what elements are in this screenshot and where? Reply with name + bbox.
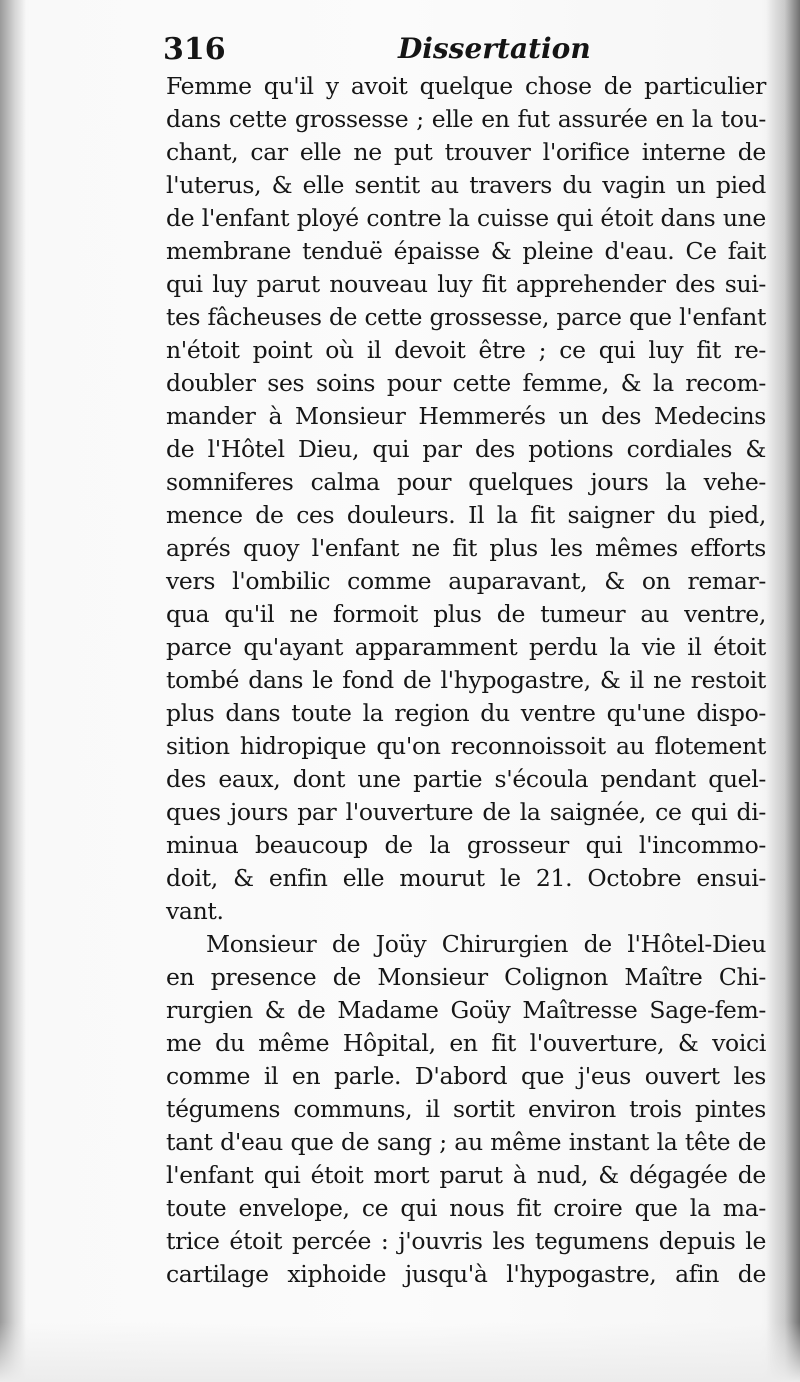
text-line: n'étoit point où il devoit être ; ce qui luy fit re- (166, 336, 766, 364)
page-header (163, 30, 763, 70)
page-edge-shadow (766, 0, 800, 1382)
text-line: parce qu'ayant apparamment perdu la vie il étoit (166, 633, 766, 661)
text-line: minua beaucoup de la grosseur qui l'incommo- (166, 831, 766, 859)
text-line: tant d'eau que de sang ; au même instant la tête de (166, 1128, 766, 1156)
text-line: des eaux, dont une partie s'écoula pendant quel- (166, 765, 766, 793)
text-line: de l'Hôtel Dieu, qui par des potions cordiales & (166, 435, 766, 463)
text-line: Monsieur de Joüy Chirurgien de l'Hôtel-Dieu (206, 930, 766, 958)
text-line: mander à Monsieur Hemmerés un des Medecins (166, 402, 766, 430)
text-line: mence de ces douleurs. Il la fit saigner du pied, (166, 501, 766, 529)
text-line: somniferes calma pour quelques jours la vehe- (166, 468, 766, 496)
text-line: vers l'ombilic comme auparavant, & on remar- (166, 567, 766, 595)
paragraph-1 (166, 70, 766, 928)
text-line: ques jours par l'ouverture de la saignée, ce qui di- (166, 798, 766, 826)
text-line: plus dans toute la region du ventre qu'une dispo- (166, 699, 766, 727)
text-line: qua qu'il ne formoit plus de tumeur au ventre, (166, 600, 766, 628)
text-line: tes fâcheuses de cette grossesse, parce que l'enfant (166, 303, 766, 331)
text-body (166, 70, 766, 1291)
page-number: 316 (163, 32, 226, 67)
paragraph-2 (166, 928, 766, 1291)
text-line: dans cette grossesse ; elle en fut assurée en la tou- (166, 105, 766, 133)
text-line: vant. (166, 897, 224, 925)
running-title: Dissertation (398, 32, 591, 65)
page-gutter-shadow (0, 0, 26, 1382)
text-line: en presence de Monsieur Colignon Maître Chi- (166, 963, 766, 991)
text-line: doit, & enfin elle mourut le 21. Octobre ensui- (166, 864, 766, 892)
text-line: qui luy parut nouveau luy fit apprehender des sui- (166, 270, 766, 298)
page-bottom-shade (0, 1322, 800, 1382)
text-line: membrane tenduë épaisse & pleine d'eau. Ce fait (166, 237, 766, 265)
text-line: chant, car elle ne put trouver l'orifice interne de (166, 138, 766, 166)
text-line: me du même Hôpital, en fit l'ouverture, & voici (166, 1029, 766, 1057)
text-line: sition hidropique qu'on reconnoissoit au flotement (166, 732, 766, 760)
text-line: rurgien & de Madame Goüy Maîtresse Sage-fem- (166, 996, 766, 1024)
text-line: l'uterus, & elle sentit au travers du vagin un pied (166, 171, 766, 199)
text-line: comme il en parle. D'abord que j'eus ouvert les (166, 1062, 766, 1090)
text-line: tombé dans le fond de l'hypogastre, & il ne restoit (166, 666, 766, 694)
text-line: cartilage xiphoide jusqu'à l'hypogastre, afin de (166, 1260, 766, 1288)
text-line: tégumens communs, il sortit environ trois pintes (166, 1095, 766, 1123)
text-line: aprés quoy l'enfant ne fit plus les mêmes efforts (166, 534, 766, 562)
text-line: toute envelope, ce qui nous fit croire que la ma- (166, 1194, 766, 1222)
text-line: l'enfant qui étoit mort parut à nud, & dégagée de (166, 1161, 766, 1189)
text-line: Femme qu'il y avoit quelque chose de particulier (166, 72, 766, 100)
text-line: de l'enfant ployé contre la cuisse qui étoit dans une (166, 204, 766, 232)
text-line: trice étoit percée : j'ouvris les tegumens depuis le (166, 1227, 766, 1255)
text-line: doubler ses soins pour cette femme, & la recom- (166, 369, 766, 397)
